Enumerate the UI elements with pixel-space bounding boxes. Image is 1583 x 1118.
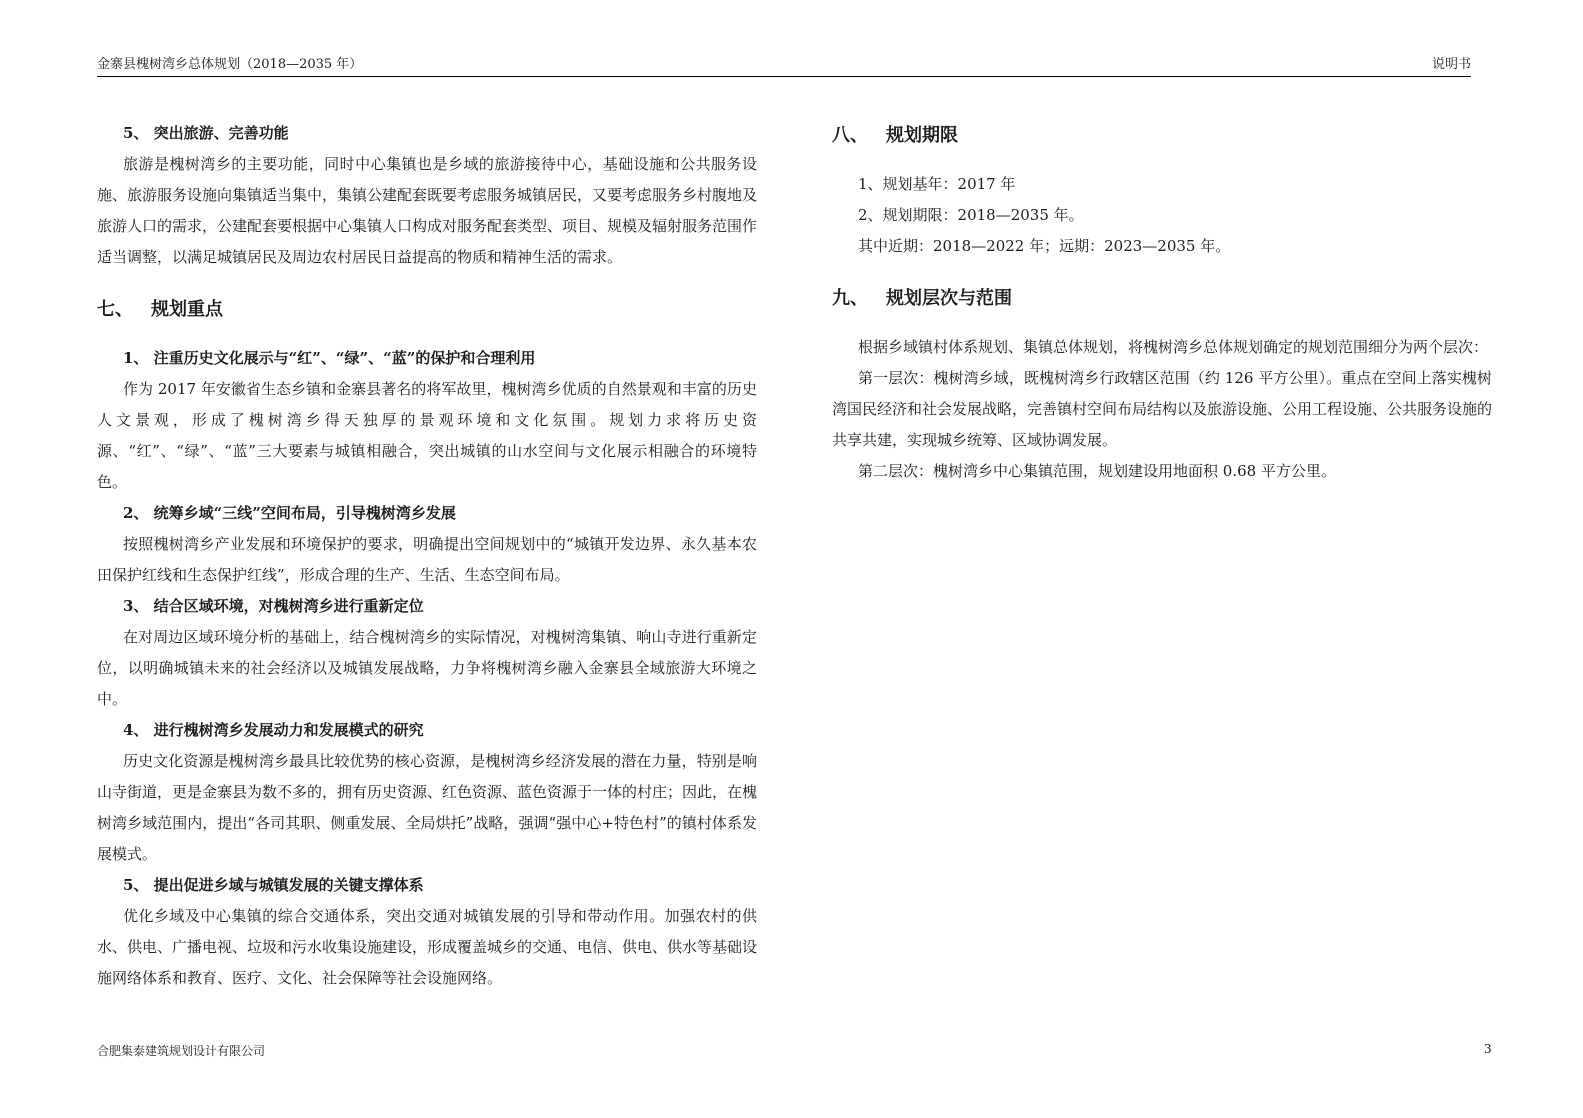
section-title: 规划重点 (151, 299, 223, 320)
page-header (97, 56, 1471, 77)
section-title: 规划层次与范围 (886, 288, 1012, 309)
subsection-title: 3、 结合区域环境，对槐树湾乡进行重新定位 (123, 597, 424, 615)
section-number: 九、 (832, 288, 868, 309)
subsection-title: 2、 统筹乡域“三线”空间布局，引导槐树湾乡发展 (123, 504, 456, 522)
section-title: 规划期限 (886, 125, 958, 146)
left-column (97, 118, 757, 994)
section-heading-8 (832, 118, 1492, 154)
footer-company: 合肥集泰建筑规划设计有限公司 (97, 1044, 266, 1058)
list-item: 2、规划期限：2018—2035 年。 (858, 206, 1084, 224)
paragraph: 第二层次：槐树湾乡中心集镇范围，规划建设用地面积 0.68 平方公里。 (858, 462, 1336, 480)
paragraph: 作为 2017 年安徽省生态乡镇和金寨县著名的将军故里，槐树湾乡优质的自然景观和丰富的历史人文景观，形成了槐树湾乡得天独厚的景观环境和文化氛围。规划力求将历史资源、“红”、“绿”、“蓝”三大要素与城镇相融合，突出城镇的山水空间与文化展示相融合的环境特色。 (97, 380, 757, 491)
section-heading-7 (97, 292, 757, 328)
document-title: 金寨县槐树湾乡总体规划（2018—2035 年） (97, 57, 363, 72)
section-number: 八、 (832, 125, 868, 146)
paragraph: 按照槐树湾乡产业发展和环境保护的要求，明确提出空间规划中的“城镇开发边界、永久基本农田保护红线和生态保护红线”，形成合理的生产、生活、生态空间布局。 (97, 535, 757, 584)
paragraph: 第一层次：槐树湾乡域，既槐树湾乡行政辖区范围（约 126 平方公里）。重点在空间上落实槐树湾国民经济和社会发展战略，完善镇村空间布局结构以及旅游设施、公用工程设施、公共服务设施的共享共建，实现城乡统筹、区域协调发展。 (832, 369, 1493, 449)
page-number: 3 (1484, 1042, 1492, 1056)
list-item: 其中近期：2018—2022 年；远期：2023—2035 年。 (858, 237, 1231, 255)
document-type: 说明书 (1431, 57, 1471, 72)
paragraph: 旅游是槐树湾乡的主要功能，同时中心集镇也是乡域的旅游接待中心，基础设施和公共服务设施、旅游服务设施向集镇适当集中，集镇公建配套既要考虑服务城镇居民，又要考虑服务乡村腹地及旅游人口的需求，公建配套要根据中心集镇人口构成对服务配套类型、项目、规模及辐射服务范围作适当调整，以满足城镇居民及周边农村居民日益提高的物质和精神生活的需求。 (97, 155, 758, 266)
paragraph: 历史文化资源是槐树湾乡最具比较优势的核心资源，是槐树湾乡经济发展的潜在力量，特别是响山寺街道，更是金寨县为数不多的，拥有历史资源、红色资源、蓝色资源于一体的村庄；因此，在槐树湾乡域范围内，提出“各司其职、侧重发展、全局烘托”战略，强调“强中心+特色村”的镇村体系发展模式。 (97, 752, 758, 863)
paragraph: 在对周边区域环境分析的基础上，结合槐树湾乡的实际情况，对槐树湾集镇、响山寺进行重新定位，以明确城镇未来的社会经济以及城镇发展战略，力争将槐树湾乡融入金寨县全域旅游大环境之中。 (97, 628, 757, 708)
section-number: 七、 (97, 299, 133, 320)
paragraph: 根据乡域镇村体系规划、集镇总体规划，将槐树湾乡总体规划确定的规划范围细分为两个层次： (858, 338, 1489, 356)
subsection-title: 4、 进行槐树湾乡发展动力和发展模式的研究 (123, 721, 424, 739)
list-item: 1、规划基年：2017 年 (858, 175, 1016, 193)
subsection-title: 5、 提出促进乡域与城镇发展的关键支撑体系 (123, 876, 424, 894)
paragraph: 优化乡域及中心集镇的综合交通体系，突出交通对城镇发展的引导和带动作用。加强农村的供水、供电、广播电视、垃圾和污水收集设施建设，形成覆盖城乡的交通、电信、供电、供水等基础设施网络体系和教育、医疗、文化、社会保障等社会设施网络。 (97, 907, 758, 987)
section-heading-9 (832, 281, 1492, 317)
subsection-title: 5、 突出旅游、完善功能 (123, 124, 289, 142)
right-column (832, 118, 1492, 487)
subsection-title: 1、 注重历史文化展示与“红”、“绿”、“蓝”的保护和合理利用 (123, 349, 536, 367)
